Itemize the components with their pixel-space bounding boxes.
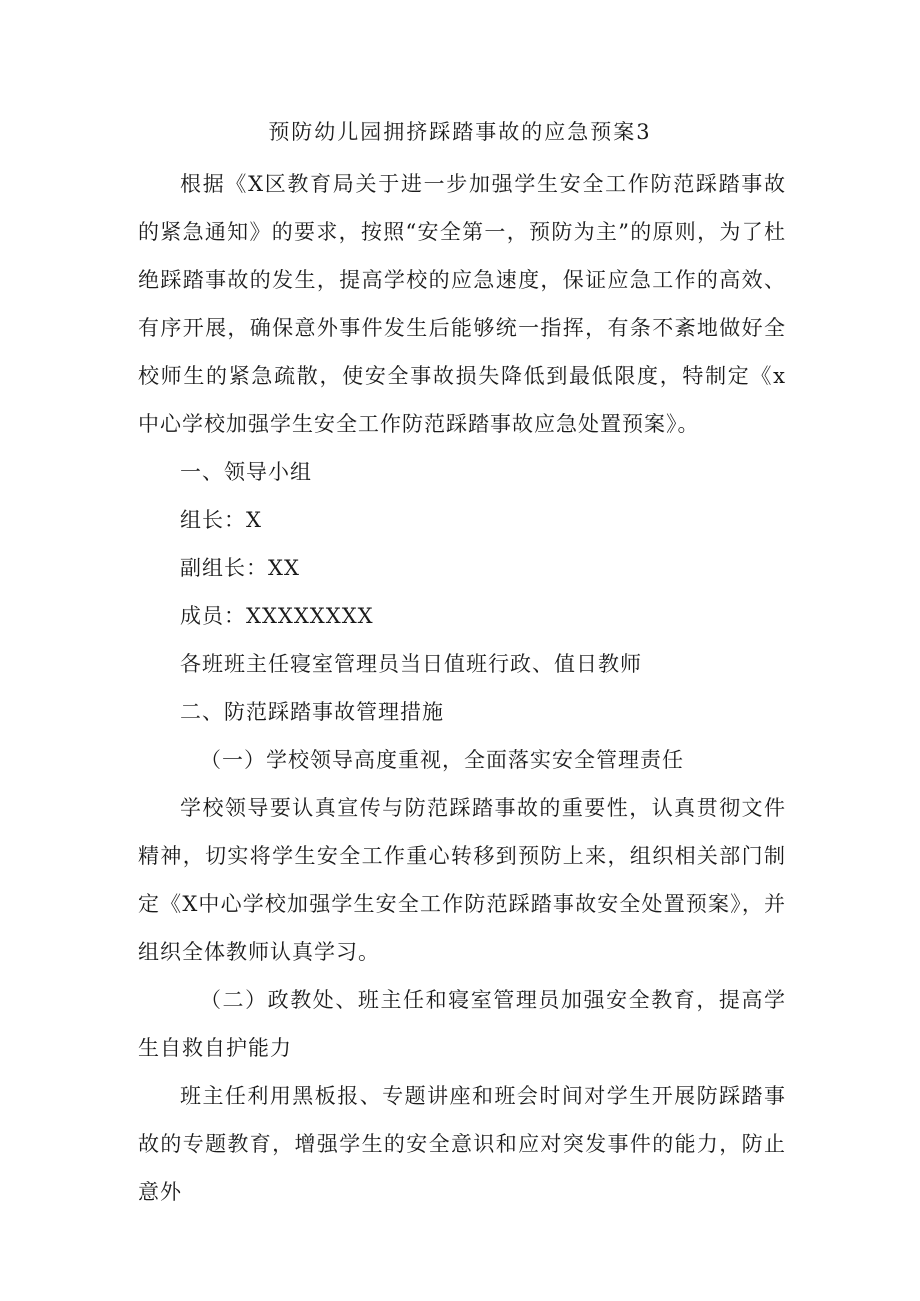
document-title: 预防幼儿园拥挤踩踏事故的应急预案3 <box>268 120 652 144</box>
members-line: 成员：XXXXXXXX <box>180 604 374 628</box>
sub2-body: 班主任利用黑板报、专题讲座和班会时间对学生开展防踩踏事故的专题教育，增强学生的安全意识和应对突发事件的能力，防止意外 <box>138 1084 786 1204</box>
deputy-leader-line: 副组长：XX <box>180 556 300 580</box>
members-detail-line: 各班班主任寝室管理员当日值班行政、值日教师 <box>180 652 642 676</box>
intro-paragraph: 根据《X区教育局关于进一步加强学生安全工作防范踩踏事故的紧急通知》的要求，按照“安全第一，预防为主”的原则，为了杜绝踩踏事故的发生，提高学校的应急速度，保证应急工作的高效、有序开展，确保意外事件发生后能够统一指挥，有条不紊地做好全校师生的紧急疏散，使安全事故损失降低到最低限度，特制定《x中心学校加强学生安全工作防范踩踏事故应急处置预案》。 <box>138 172 786 436</box>
leader-line: 组长：X <box>180 508 262 532</box>
sub2-heading: （二）政教处、班主任和寝室管理员加强安全教育，提高学生自救自护能力 <box>138 988 786 1060</box>
section2-heading: 二、防范踩踏事故管理措施 <box>180 700 444 724</box>
sub1-heading: （一）学校领导高度重视，全面落实安全管理责任 <box>200 748 684 772</box>
section1-heading: 一、领导小组 <box>180 460 312 484</box>
sub1-body: 学校领导要认真宣传与防范踩踏事故的重要性，认真贯彻文件精神，切实将学生安全工作重心转移到预防上来，组织相关部门制定《X中心学校加强学生安全工作防范踩踏事故安全处置预案》，并组织全体教师认真学习。 <box>138 796 786 964</box>
